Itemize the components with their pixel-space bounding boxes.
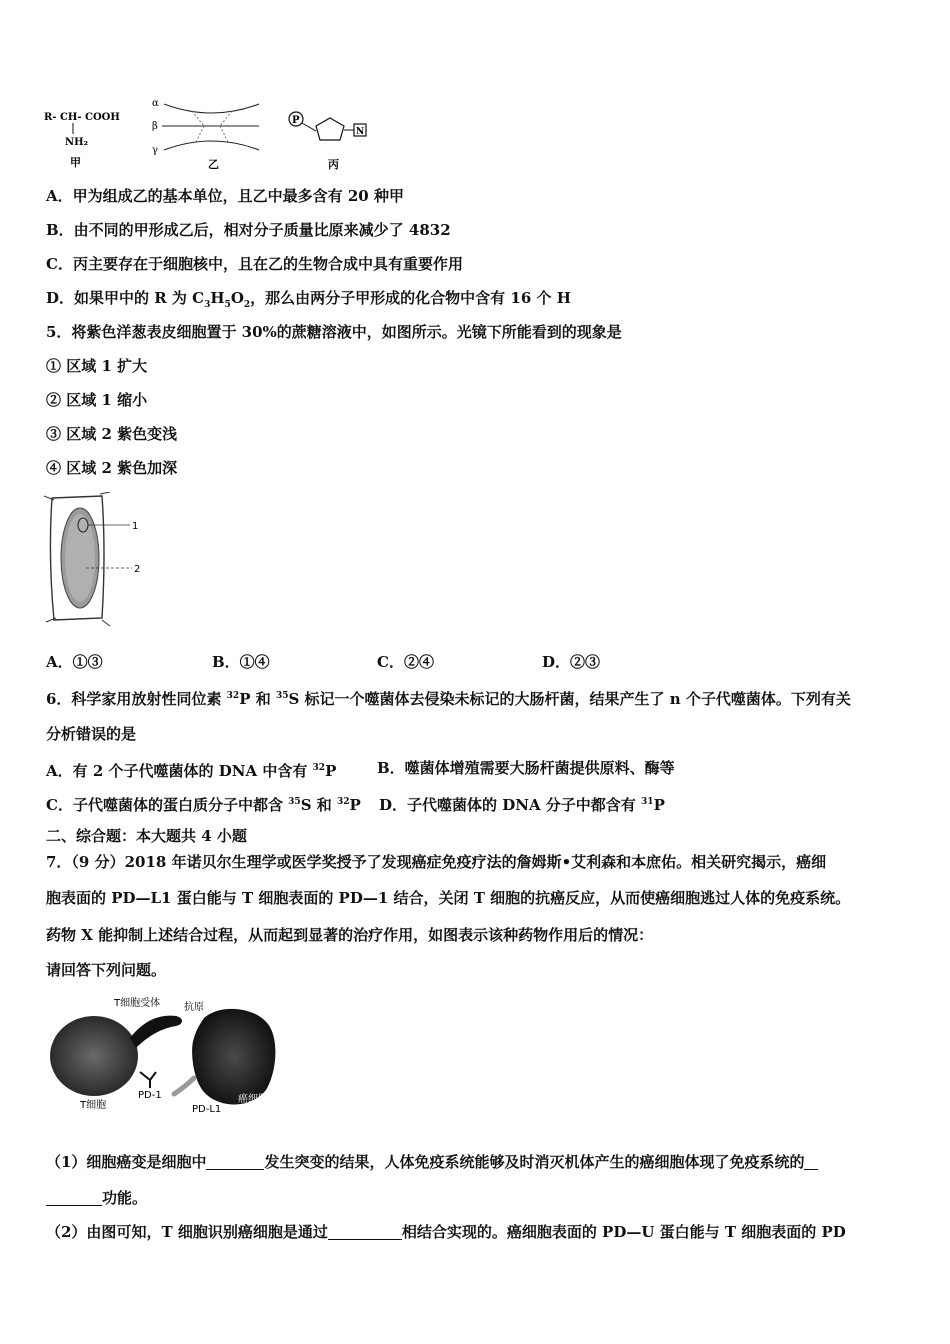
q5-option-d: D．②③ — [542, 653, 601, 671]
vacuole — [65, 514, 95, 602]
disulfide-bond-3 — [196, 126, 204, 142]
q5-item-1: ① 区域 1 扩大 — [46, 357, 148, 375]
cancer-cell-body — [192, 1009, 275, 1105]
q7-line3: 药物 X 能抑制上述结合过程，从而起到显著的治疗作用，如图表示该种药物作用后的情况： — [46, 926, 654, 944]
q7-sub1-line2: 功能。 — [46, 1188, 910, 1208]
region-2-label: 2 — [134, 564, 141, 575]
pentose-ring — [316, 118, 344, 140]
phosphate-label: P — [292, 115, 300, 126]
disulfide-bond-1 — [192, 111, 204, 126]
q5-item-2: ② 区域 1 缩小 — [46, 391, 148, 409]
blank-2b[interactable] — [46, 1191, 102, 1206]
gamma-label: γ — [152, 145, 158, 156]
q7-line1: 7．（9 分）2018 年诺贝尔生理学或医学奖授予了发现癌症免疫疗法的詹姆斯•艾利森和本庶佑。相关研究揭示，癌细 — [46, 853, 827, 871]
tcell-body — [50, 1016, 138, 1096]
alpha-chain — [164, 104, 259, 113]
q7-sub2-line1: （2）由图可知，T 细胞识别癌细胞是通过 相结合实现的。癌细胞表面的 PD—U 蛋白能与 T 细胞表面的 PD — [46, 1223, 846, 1241]
tcell-receptor-label: T细胞受体 — [114, 998, 161, 1009]
q5-item-3: ③ 区域 2 紫色变浅 — [46, 425, 178, 443]
pd1-label: PD-1 — [138, 1090, 162, 1101]
molecule-diagram — [44, 96, 384, 176]
cancer-cell-label: 癌细胞 — [238, 1094, 268, 1105]
blank-2a[interactable] — [804, 1155, 818, 1170]
figure-onion-cell — [44, 492, 164, 627]
bing-label: 丙 — [328, 158, 339, 171]
figure-molecules — [44, 96, 384, 176]
pdl1-protein — [174, 1078, 194, 1094]
disulfide-bond-4 — [220, 126, 228, 142]
beta-label: β — [152, 121, 158, 132]
tcell-label: T细胞 — [80, 1100, 107, 1111]
q4-option-b: B．由不同的甲形成乙后，相对分子质量比原来减少了 4832 — [46, 221, 451, 239]
q6-option-c: C．子代噬菌体的蛋白质分子中都含 $^{35}$S 和 $^{32}$P — [46, 796, 361, 814]
q5-stem: 5．将紫色洋葱表皮细胞置于 30%的蔗糖溶液中，如图所示。光镜下所能看到的现象是 — [46, 323, 622, 341]
tcell-cancer-diagram — [44, 994, 284, 1116]
alpha-label: α — [152, 98, 159, 109]
region-1-label: 1 — [132, 521, 139, 532]
q6-stem-line1: 6．科学家用放射性同位素 $^{32}$P 和 $^{35}$S 标记一个噬菌体去侵染未标记的大肠杆菌，结果产生了 n 个子代噬菌体。下列有关 — [46, 690, 851, 708]
q6-option-a: A．有 2 个子代噬菌体的 DNA 中含有 $^{32}$P — [46, 762, 337, 780]
jia-label: 甲 — [70, 156, 81, 169]
blank-1[interactable] — [206, 1155, 264, 1170]
gamma-chain — [164, 141, 259, 150]
q5-item-4: ④ 区域 2 紫色加深 — [46, 459, 178, 477]
q4-option-d: D．如果甲中的 R 为 $C_3H_5O_2$，那么由两分子甲形成的化合物中含有 16 个 H — [46, 289, 571, 310]
p-sugar-bond — [302, 123, 316, 131]
q7-line4: 请回答下列问题。 — [46, 961, 167, 979]
q4-option-c: C．丙主要存在于细胞核中，且在乙的生物合成中具有重要作用 — [46, 255, 463, 273]
q5-option-b: B．①④ — [212, 653, 270, 671]
blank-3[interactable] — [328, 1225, 402, 1240]
section-2-title: 二、综合题：本大题共 4 小题 — [46, 827, 247, 845]
pdl1-label: PD-L1 — [192, 1104, 222, 1115]
yi-label: 乙 — [208, 158, 219, 171]
antigen-label: 抗原 — [184, 1002, 204, 1013]
q7-line2: 胞表面的 PD—L1 蛋白能与 T 细胞表面的 PD—1 结合，关闭 T 细胞的抗癌反应，从而使癌细胞逃过人体的免疫系统。 — [46, 889, 851, 907]
jia-formula-top: R- CH- COOH — [44, 112, 120, 123]
q6-option-b: B．噬菌体增殖需要大肠杆菌提供原料、酶等 — [377, 759, 675, 777]
disulfide-bond-2 — [220, 111, 232, 126]
q6-stem-line2: 分析错误的是 — [46, 725, 137, 743]
onion-cell-diagram — [44, 492, 164, 627]
q5-option-a: A．①③ — [46, 653, 103, 671]
q7-sub1-line1: （1）细胞癌变是细胞中 发生突变的结果，人体免疫系统能够及时消灭机体产生的癌细胞体现了免疫系统的 — [46, 1152, 910, 1172]
base-label: N — [356, 127, 365, 137]
q6-option-d: D．子代噬菌体的 DNA 分子中都含有 $^{31}$P — [379, 796, 665, 814]
pd1-receptor — [140, 1072, 156, 1088]
q5-option-c: C．②④ — [377, 653, 434, 671]
tcell-receptor — [130, 1016, 182, 1048]
figure-tcell-cancer — [44, 994, 284, 1116]
jia-formula-bottom: NH₂ — [65, 137, 88, 148]
q4-option-a: A．甲为组成乙的基本单位，且乙中最多含有 20 种甲 — [46, 187, 404, 205]
